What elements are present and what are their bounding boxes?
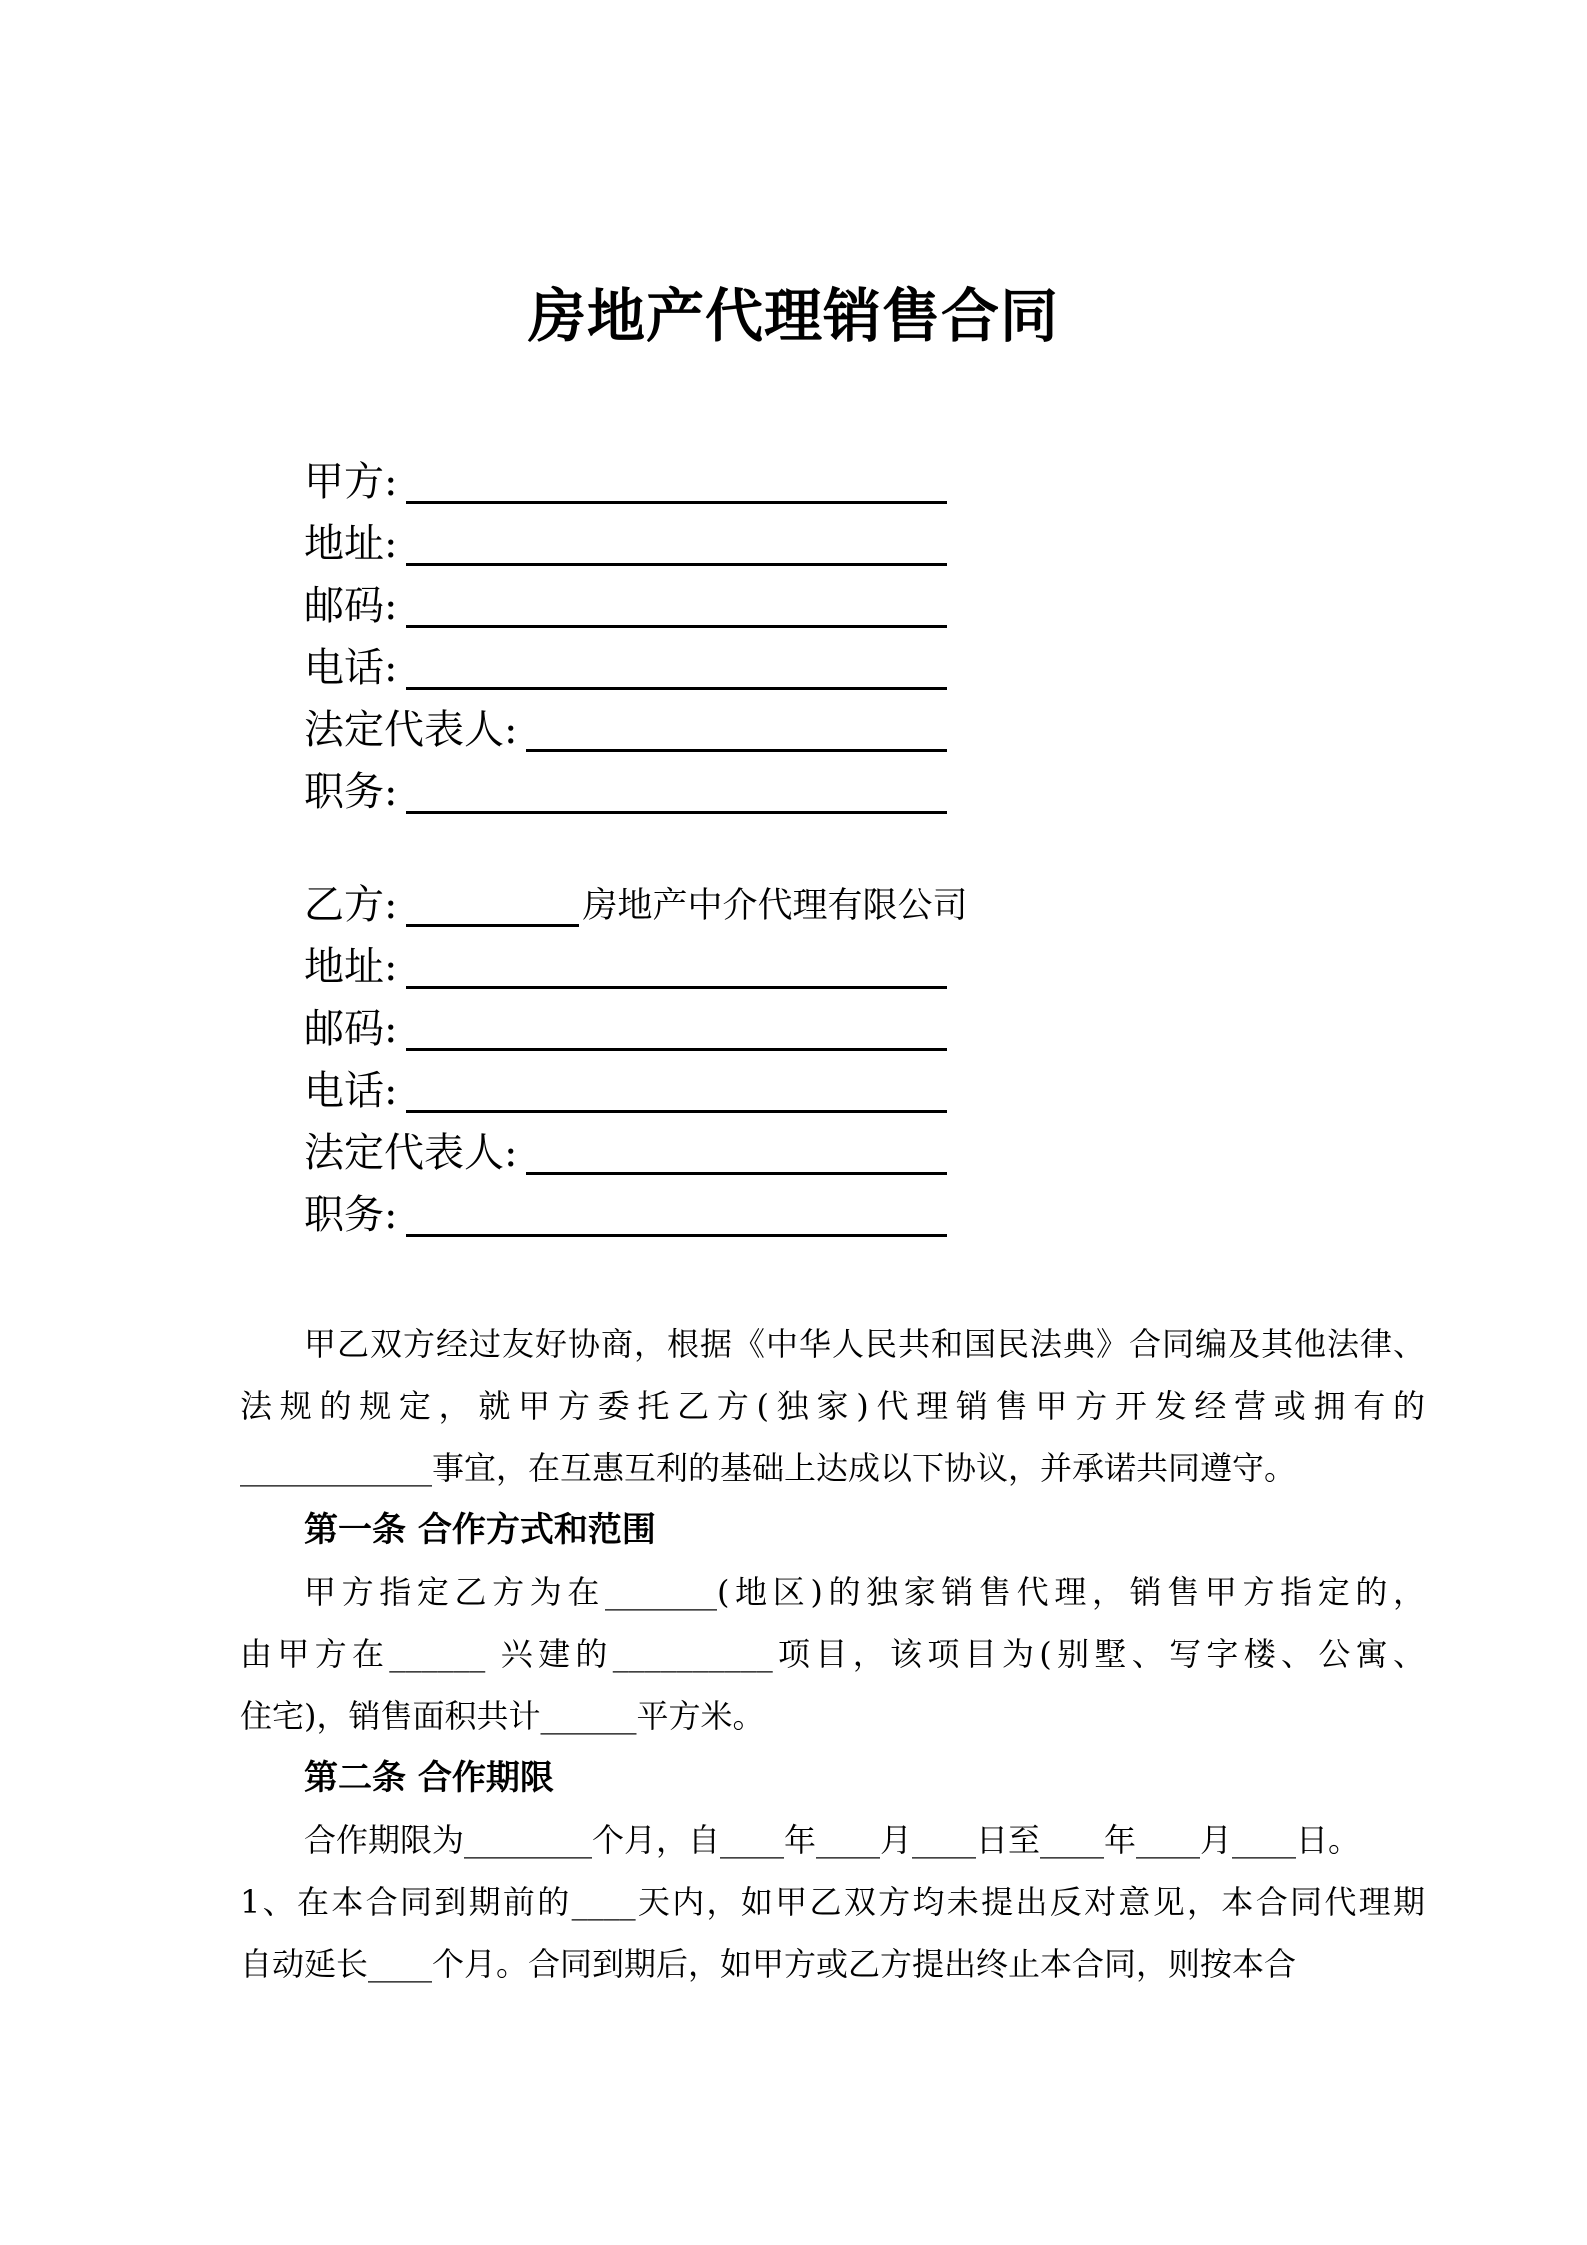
position-label: 职务: <box>304 769 398 815</box>
clause-1-line: 住宅)，销售面积共计______平方米。 <box>240 1697 765 1735</box>
document-title: 房地产代理销售合同 <box>527 282 1059 350</box>
party-a-block <box>304 450 947 822</box>
fill-in-blank-line <box>406 682 947 690</box>
zipcode-label: 邮码: <box>304 583 398 629</box>
preamble-line: ____________事宜，在互惠互利的基础上达成以下协议，并承诺共同遵守。 <box>240 1449 1297 1487</box>
contract-body <box>240 1313 1425 1995</box>
position-label: 职务: <box>304 1192 398 1238</box>
party-b-row-phone <box>304 1059 947 1121</box>
clause-2-heading: 第二条 合作期限 <box>304 1758 554 1798</box>
party-a-row-address <box>304 512 947 574</box>
party-a-row-zipcode <box>304 574 947 636</box>
fill-in-blank-line <box>406 919 579 927</box>
party-a-label: 甲方: <box>304 459 398 505</box>
fill-in-blank-line <box>406 620 947 628</box>
fill-in-blank-line <box>406 1105 947 1113</box>
party-a-row-phone <box>304 636 947 698</box>
party-a-row-legal-representative <box>304 698 947 760</box>
clause-2-line: 合作期限为________个月，自____年____月____日至____年____月____日。 <box>304 1821 1361 1859</box>
party-b-row-zipcode <box>304 997 947 1059</box>
clause-1-line: 甲方指定乙方为在_______(地区)的独家销售代理，销售甲方指定的， <box>304 1573 1425 1611</box>
party-b-row-position <box>304 1183 947 1245</box>
fill-in-blank-line <box>406 806 947 814</box>
clause-1-line: 由甲方在______ 兴建的__________项目，该项目为(别墅、写字楼、公寓、 <box>240 1635 1425 1673</box>
party-b-row-address <box>304 935 947 997</box>
party-a-row-name <box>304 450 947 512</box>
party-b-label: 乙方: <box>304 882 398 928</box>
fill-in-blank-line <box>406 1043 947 1051</box>
fill-in-blank-line <box>406 558 947 566</box>
legal-representative-label: 法定代表人: <box>304 707 518 753</box>
fill-in-blank-line <box>526 744 947 752</box>
preamble-line: 甲乙双方经过友好协商，根据《中华人民共和国民法典》合同编及其他法律、 <box>304 1325 1425 1363</box>
party-b-row-legal-representative <box>304 1121 947 1183</box>
party-b-row-name <box>304 873 968 935</box>
party-b-block <box>304 873 968 1245</box>
fill-in-blank-line <box>526 1167 947 1175</box>
fill-in-blank-line <box>406 496 947 504</box>
clause-1-heading: 第一条 合作方式和范围 <box>304 1510 656 1550</box>
address-label: 地址: <box>304 944 398 990</box>
phone-label: 电话: <box>304 645 398 691</box>
clause-2-line: 1、在本合同到期前的____天内，如甲乙双方均未提出反对意见，本合同代理期 <box>240 1883 1425 1921</box>
legal-representative-label: 法定代表人: <box>304 1130 518 1176</box>
address-label: 地址: <box>304 521 398 567</box>
agency-company-name: 房地产中介代理有限公司 <box>582 886 968 926</box>
fill-in-blank-line <box>406 1229 947 1237</box>
fill-in-blank-line <box>406 981 947 989</box>
preamble-line: 法规的规定，就甲方委托乙方(独家)代理销售甲方开发经营或拥有的 <box>240 1387 1425 1425</box>
zipcode-label: 邮码: <box>304 1006 398 1052</box>
clause-2-line: 自动延长____个月。合同到期后，如甲方或乙方提出终止本合同，则按本合 <box>240 1945 1297 1983</box>
party-a-row-position <box>304 760 947 822</box>
phone-label: 电话: <box>304 1068 398 1114</box>
